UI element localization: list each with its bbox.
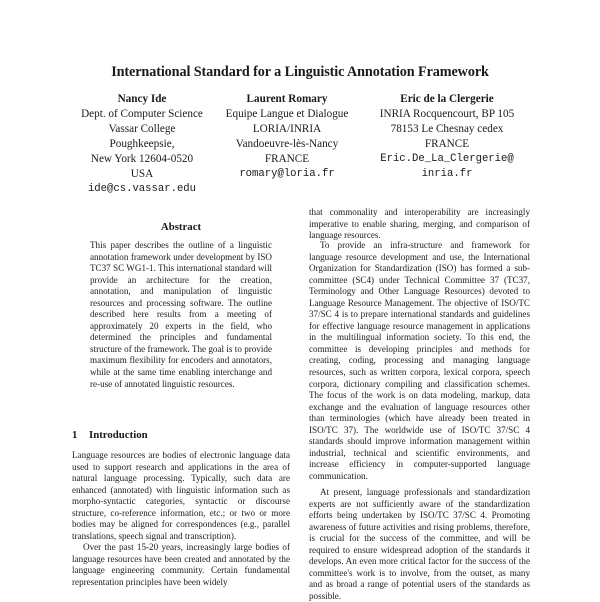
right-column-continuation xyxy=(309,207,530,242)
author-name: Nancy Ide xyxy=(117,93,167,105)
affiliation-line: Dept. of Computer Science xyxy=(81,108,203,120)
abstract-text xyxy=(90,240,272,390)
body-paragraph: Over the past 15-20 years, increasingly large bodies of language resources have been created and annotated by the language engineering community. Certain fundamental representation principles have been widely xyxy=(72,542,290,588)
paper-title: International Standard for a Linguistic Annotation Framework xyxy=(111,64,489,80)
affiliation-line: Vandoeuvre-lès-Nancy xyxy=(235,138,339,150)
right-column-body xyxy=(309,240,530,482)
affiliation-line: FRANCE xyxy=(424,138,470,150)
body-paragraph: that commonality and interoperability are increasingly imperative to enable sharing, merging, and comparison of language resources. xyxy=(309,207,530,241)
author-block-2 xyxy=(212,92,362,182)
section-heading xyxy=(72,429,148,441)
affiliation-line: Vassar College xyxy=(108,123,176,135)
affiliation-line: Equipe Langue et Dialogue xyxy=(225,108,349,120)
author-email: inria.fr xyxy=(421,168,473,180)
abstract-paragraph: This paper describes the outline of a linguistic annotation framework under development by ISO TC37 SC WG1-1. This international standard will provide an architecture for the creation, annotation, and manipulation of linguistic resources and processing software. The outline described here results from a meeting of approximately 20 experts in the field, who determined the principles and fundamental structure of the framework. The goal is to provide maximum flexibility for encoders and annotators, while at the same time enabling interchange and re-use of annotated linguistic resources. xyxy=(90,240,272,389)
right-column-body-2 xyxy=(309,487,530,602)
section-number: 1 xyxy=(72,429,78,441)
affiliation-line: USA xyxy=(130,168,154,180)
author-block-1 xyxy=(72,92,212,197)
abstract-heading: Abstract xyxy=(160,221,202,233)
body-paragraph: Language resources are bodies of electronic language data used to support research and applications in the area of natural language processing. Typically, such data are enhanced (annotated) with linguistic information such as morpho-syntactic categories, syntactic or discourse structure, co-reference information, etc.; or two or more bodies may be aligned for correspondences (e.g., parallel translations, speech signal and transcription). xyxy=(72,450,290,541)
affiliation-line: LORIA/INRIA xyxy=(252,123,322,135)
author-name: Eric de la Clergerie xyxy=(400,93,494,105)
introduction-body xyxy=(72,450,290,589)
section-title: Introduction xyxy=(89,429,148,441)
body-paragraph: To provide an infra-structure and framework for language resource development and use, the International Organization for Standardization (ISO) has formed a sub-committee (SC4) under Technical Committee 37 (TC37, Terminology and Other Language Resources) devoted to Language Resource Management. The objective of ISO/TC 37/SC 4 is to prepare international standards and guidelines for effective language resource management in applications in the multilingual information society. To this end, the committee is developing principles and methods for creating, coding, processing and managing language resources, such as written corpora, lexical corpora, speech corpora, dictionary compiling and classification schemes. The focus of the work is on data modeling, markup, data exchange and the evaluation of language resources other than terminologies (which have already been treated in ISO/TC 37). The worldwide use of ISO/TC 37/SC 4 standards should improve information management within industrial, technical and scientific environments, and increase efficiency in computer-supported language communication. xyxy=(309,240,530,481)
affiliation-line: New York 12604-0520 xyxy=(90,153,194,165)
author-email: Eric.De_La_Clergerie@ xyxy=(380,153,514,165)
affiliation-line: INRIA Rocquencourt, BP 105 xyxy=(379,108,515,120)
affiliation-line: 78153 Le Chesnay cedex xyxy=(390,123,504,135)
author-email: romary@loria.fr xyxy=(239,168,335,180)
author-block-3 xyxy=(362,92,532,182)
affiliation-line: FRANCE xyxy=(264,153,310,165)
author-email: ide@cs.vassar.edu xyxy=(87,183,197,195)
affiliation-line: Poughkeepsie, xyxy=(109,138,175,150)
author-name: Laurent Romary xyxy=(246,93,328,105)
body-paragraph: At present, language professionals and standardization experts are not sufficiently aware of the standardization efforts being undertaken by ISO/TC 37/SC 4. Promoting awareness of future activities and rising problems, therefore, is crucial for the success of the committee, and will be required to ensure widespread adoption of the standards it develops. An even more critical factor for the success of the committee's work is to involve, from the outset, as many and as broad a range of potential users of the standards as possible. xyxy=(309,487,530,601)
